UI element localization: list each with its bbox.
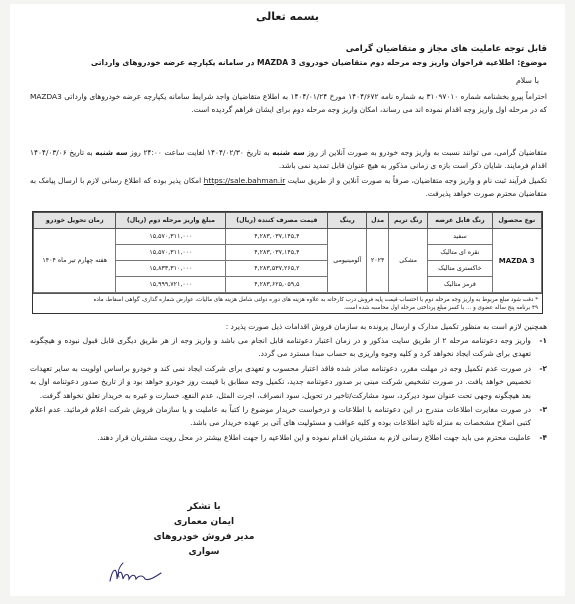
- header-cell: مدل: [367, 213, 389, 229]
- paragraph-online: [30, 174, 547, 200]
- price-cell: ۴,۲۸۳,۵۳۷,۲۶۵,۲: [226, 261, 328, 277]
- item-text: در صورت مغایرت اطلاعات مندرج در این دعوتنامه با اطلاعات و درخواست خریدار موضوع را کتباً به عاملیت و یا سازمان فروش شرکت اعلام فرمائید. عدم اعلام کتبی اصلاح مشخصات به منزله تائید اطلاعات بوده و کلیه عواقب و مسئولیت های آتی بر عهده خریدار می باشد.: [30, 405, 531, 428]
- table-header-row: [34, 213, 542, 229]
- header-cell: رنگ قابل عرضه: [428, 213, 492, 229]
- signatory-name: ایمان معماری: [173, 517, 235, 527]
- item-number: ۴-: [539, 432, 547, 442]
- item-text: واریز وجه دعوتنامه مرحله ۲ از طریق سایت مذکور و در زمان اعتبار دعوتنامه قابل انجام می باشد و واریز وجه از هر طریق دیگری قابل قبول نبوده و هیچگونه تعهدی برای شرکت ایجاد نخواهد کرد و کلیه وجوه واریزی به حساب مبدا مسترد می گردد.: [30, 336, 531, 359]
- deposit-cell: ۱۵,۹۹۹,۷۲۱,۰۰۰: [116, 277, 226, 293]
- header-cell: نوع محصول: [492, 213, 541, 229]
- deadline-day-start: سه شنبه: [272, 148, 305, 157]
- pricing-table: [32, 211, 543, 314]
- header-cell: مبلغ واریز مرحله دوم (ریال): [116, 213, 226, 229]
- signature-thanks: با تشکر: [187, 502, 221, 512]
- price-cell: ۴,۲۸۳,۰۳۷,۱۴۵,۴: [226, 245, 328, 261]
- deposit-cell: ۱۵,۵۷۰,۳۱۱,۰۰۰: [116, 229, 226, 245]
- deadline-day-end: سه شنبه: [95, 148, 128, 157]
- handwritten-signature: [105, 559, 165, 589]
- conditions-list: [30, 334, 547, 445]
- greeting: با سلام: [515, 76, 539, 85]
- price-cell: ۴,۲۸۳,۶۲۵,۰۵۹,۵: [226, 277, 328, 293]
- deposit-cell: ۱۵,۸۳۳,۳۱۰,۰۰۰: [116, 261, 226, 277]
- list-item: [30, 362, 547, 402]
- deadline-text-c: به تاریخ ۱۴۰۴/۰۳/۰۶ اقدام فرمایند. شایان ذکر است بازه ی زمانی مذکور به هیچ عنوان قابل تمدید نمی باشد.: [30, 148, 547, 171]
- paragraph-intro: احتراماً پیرو بخشنامه شماره ۳۱۰۹۷۰۱۰ به شماره نامه ۱۴۰۴/۶۷۲ مورخ ۱۴۰۴/۰۱/۲۴ به اطلاع متقاضیان واجد شرایط سامانه یکپارچه عرضه خودروهای وارداتی MAZDA3 که در مرحله اول واریز وجه اقدام نموده اند می رساند، امکان واریز وجه مرحله دوم برای ایشان فراهم گردیده است.: [30, 92, 547, 115]
- letter-addressee: قابل توجه عاملیت های مجاز و متقاضیان گرامی: [345, 44, 547, 54]
- letter-page: [10, 4, 565, 596]
- header-cell: رینگ: [328, 213, 367, 229]
- signatory-title: مدیر فروش خودروهای سواری: [153, 532, 255, 557]
- deadline-text-a: متقاضیان گرامی، می توانند نسبت به واریز وجه خودرو به صورت آنلاین از روز: [307, 148, 547, 157]
- delivery-cell: هفته چهارم تیر ماه ۱۴۰۴: [34, 229, 116, 293]
- item-number: ۲-: [539, 363, 547, 373]
- letter-subject: [28, 58, 547, 67]
- item-number: ۳-: [539, 405, 547, 415]
- footnote-line: ۴۹ برنامه پنج ساله عضوی و ... با کسر مبلغ پرداختی مرحله اول محاسبه شده است.: [343, 305, 538, 311]
- price-cell: ۴,۲۸۳,۰۳۷,۱۴۵,۴: [226, 229, 328, 245]
- deposit-cell: ۱۵,۵۷۰,۳۱۱,۰۰۰: [116, 245, 226, 261]
- product-cell: MAZDA 3: [492, 229, 541, 293]
- header-cell: رنگ تریم: [389, 213, 428, 229]
- subject-text: اطلاعیه فراخوان واریز وجه مرحله دوم متقاضیان خودروی MAZDA 3 در سامانه یکپارچه عرضه خودروهای وارداتی: [91, 58, 515, 67]
- table-footnote: [33, 293, 542, 313]
- subject-label: موضوع:: [517, 58, 547, 67]
- paragraph-deadline: [30, 146, 547, 172]
- basmala-heading: بسمه تعالی: [256, 10, 319, 23]
- header-cell: زمان تحویل خودرو: [34, 213, 116, 229]
- website-link[interactable]: https://sale.bahman.ir: [203, 176, 286, 185]
- list-item: [30, 403, 547, 430]
- color-cell: خاکستری متالیک: [428, 261, 492, 277]
- footnote-line: * دقت شود مبلغ مربوط به واریز وجه مرحله دوم با احتساب قیمت پایه فروش درب کارخانه به علاوه هزینه های دوره دولتی شامل هزینه های مالیات، عوارض شماره گذاری، گواهی اسقاط، ماده: [93, 297, 538, 303]
- item-text: در صورت عدم تکمیل وجه در مهلت مقرر، دعوتنامه صادر شده فاقد اعتبار محسوب و تعهدی برای شرکت ایجاد نمی کند و خودرو براساس اولویت به سایر تعهدات تخصیص خواهد یافت. در صورت تشخیص شرکت مبنی بر صدور دعوتنامه جدید، تکمیل وجه مطابق با قیمت روز خودرو خواهد بود و از تاریخ صدور دعوتنامه اول به بعد هیچگونه وجهی تحت عنوان سود دیرکرد، سود مشارکت/تاخیر در تحویل، سود انصراف، اجرت المثل، عدم النفع، خسارت و غیره به خریدار تعلق نخواهد گرفت.: [30, 363, 531, 400]
- trim-color-cell: مشکی: [389, 229, 428, 293]
- online-text-a: تکمیل فرآیند ثبت نام و واریز وجه متقاضیان، صرفاً به صورت آنلاین و از طریق سایت: [287, 176, 547, 185]
- item-number: ۱-: [539, 336, 547, 345]
- list-item: [30, 431, 547, 444]
- online-text-b: امکان پذیر بوده که اطلاع رسانی لازم با ارسال پیامک به متقاضیان محترم صورت خواهد پذیرفت.: [30, 176, 547, 199]
- signature-block: [144, 500, 264, 560]
- list-item: [30, 334, 547, 361]
- color-cell: قرمز متالیک: [428, 277, 492, 293]
- model-cell: ۲۰۲۴: [367, 229, 389, 293]
- conditions-intro: همچنین لازم است به منظور تکمیل مدارک و ارسال پرونده به سازمان فروش اقدامات ذیل صورت پذیرد :: [225, 322, 547, 331]
- color-cell: نقره ای متالیک: [428, 245, 492, 261]
- deadline-text-b: به تاریخ ۱۴۰۴/۰۲/۳۰ لغایت ساعت ۲۴:۰۰ روز: [130, 148, 270, 157]
- item-text: عاملیت محترم می باید جهت اطلاع رسانی لازم به مشتریان اقدام نموده و این اطلاعیه را جهت اطلاع بیشتر در محل رویت مشتریان قرار دهند.: [97, 432, 531, 442]
- ring-cell: آلومینیومی: [328, 229, 367, 293]
- header-cell: قیمت مصرف کننده (ریال): [226, 213, 328, 229]
- color-cell: سفید: [428, 229, 492, 245]
- table-row: [34, 229, 542, 245]
